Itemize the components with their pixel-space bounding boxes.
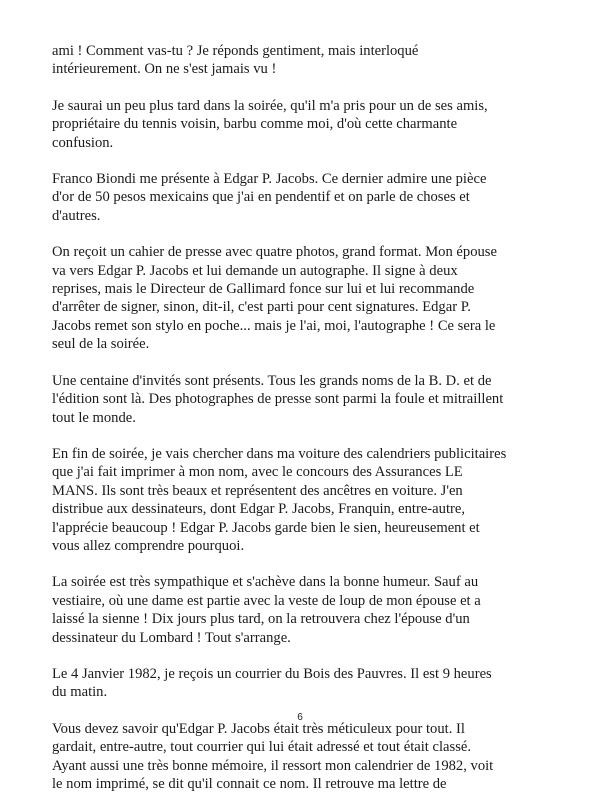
text-line: Le 4 Janvier 1982, je reçois un courrier du Bois des Pauvres. Il est 9 heures: [52, 665, 492, 682]
text-line: d'arrêter de signer, sinon, dit-il, c'est parti pour cent signatures. Edgar P.: [52, 299, 471, 316]
text-line: Je saurai un peu plus tard dans la soirée, qu'il m'a pris pour un de ses amis,: [52, 97, 488, 114]
page-number: 6: [297, 712, 303, 723]
paragraph: [52, 573, 558, 647]
text-line: l'édition sont là. Des photographes de presse sont parmi la foule et mitraillent: [52, 391, 504, 408]
paragraph: [52, 42, 558, 79]
text-line: Une centaine d'invités sont présents. Tous les grands noms de la B. D. et de: [52, 372, 492, 389]
text-line: reprises, mais le Directeur de Gallimard fonce sur lui et lui recommande: [52, 281, 475, 298]
text-line: confusion.: [52, 134, 114, 151]
text-line: vous allez comprendre pourquoi.: [52, 537, 245, 554]
text-line: gardait, entre-autre, tout courrier qui lui était adressé et tout était classé.: [52, 739, 471, 756]
text-line: l'apprécie beaucoup ! Edgar P. Jacobs garde bien le sien, heureusement et: [52, 519, 480, 536]
text-line: distribue aux dessinateurs, dont Edgar P. Jacobs, Franquin, entre-autre,: [52, 501, 465, 518]
paragraph: [52, 665, 558, 702]
text-line: laissé la sienne ! Dix jours plus tard, on la retrouvera chez l'épouse d'un: [52, 611, 470, 628]
text-line: d'autres.: [52, 207, 101, 224]
text-line: va vers Edgar P. Jacobs et lui demande un autographe. Il signe à deux: [52, 262, 458, 279]
text-line: Franco Biondi me présente à Edgar P. Jacobs. Ce dernier admire une pièce: [52, 171, 487, 188]
text-line: intérieurement. On ne s'est jamais vu !: [52, 61, 277, 78]
paragraph: [52, 243, 558, 353]
paragraph: [52, 445, 558, 555]
text-line: En fin de soirée, je vais chercher dans ma voiture des calendriers publicitaires: [52, 445, 507, 462]
paragraph: [52, 170, 558, 225]
paragraph: [52, 97, 558, 152]
text-line: propriétaire du tennis voisin, barbu comme moi, d'où cette charmante: [52, 116, 458, 133]
text-line: MANS. Ils sont très beaux et représentent des ancêtres en voiture. J'en: [52, 482, 463, 499]
text-line: seul de la soirée.: [52, 336, 150, 353]
text-line: d'or de 50 pesos mexicains que j'ai en pendentif et on parle de choses et: [52, 189, 470, 206]
text-line: Jacobs remet son stylo en poche... mais je l'ai, moi, l'autographe ! Ce sera le: [52, 317, 496, 334]
paragraph: [52, 720, 558, 794]
text-line: La soirée est très sympathique et s'achève dans la bonne humeur. Sauf au: [52, 574, 479, 591]
text-line: ami ! Comment vas-tu ? Je réponds gentiment, mais interloqué: [52, 43, 419, 59]
text-line: le nom imprimé, se dit qu'il connait ce nom. Il retrouve ma lettre de: [52, 776, 447, 792]
paragraph: [52, 372, 558, 427]
text-line: On reçoit un cahier de presse avec quatre photos, grand format. Mon épouse: [52, 244, 497, 261]
text-line: dessinateur du Lombard ! Tout s'arrange.: [52, 629, 291, 646]
text-line: vestiaire, où une dame est partie avec la veste de loup de mon épouse et a: [52, 592, 481, 609]
text-line: du matin.: [52, 684, 108, 701]
text-line: Vous devez savoir qu'Edgar P. Jacobs était très méticuleux pour tout. Il: [52, 720, 465, 737]
text-line: que j'ai fait imprimer à mon nom, avec le concours des Assurances LE: [52, 464, 463, 481]
text-line: tout le monde.: [52, 409, 136, 426]
text-line: Ayant aussi une très bonne mémoire, il ressort mon calendrier de 1982, voit: [52, 757, 494, 774]
body-text: [52, 42, 558, 811]
